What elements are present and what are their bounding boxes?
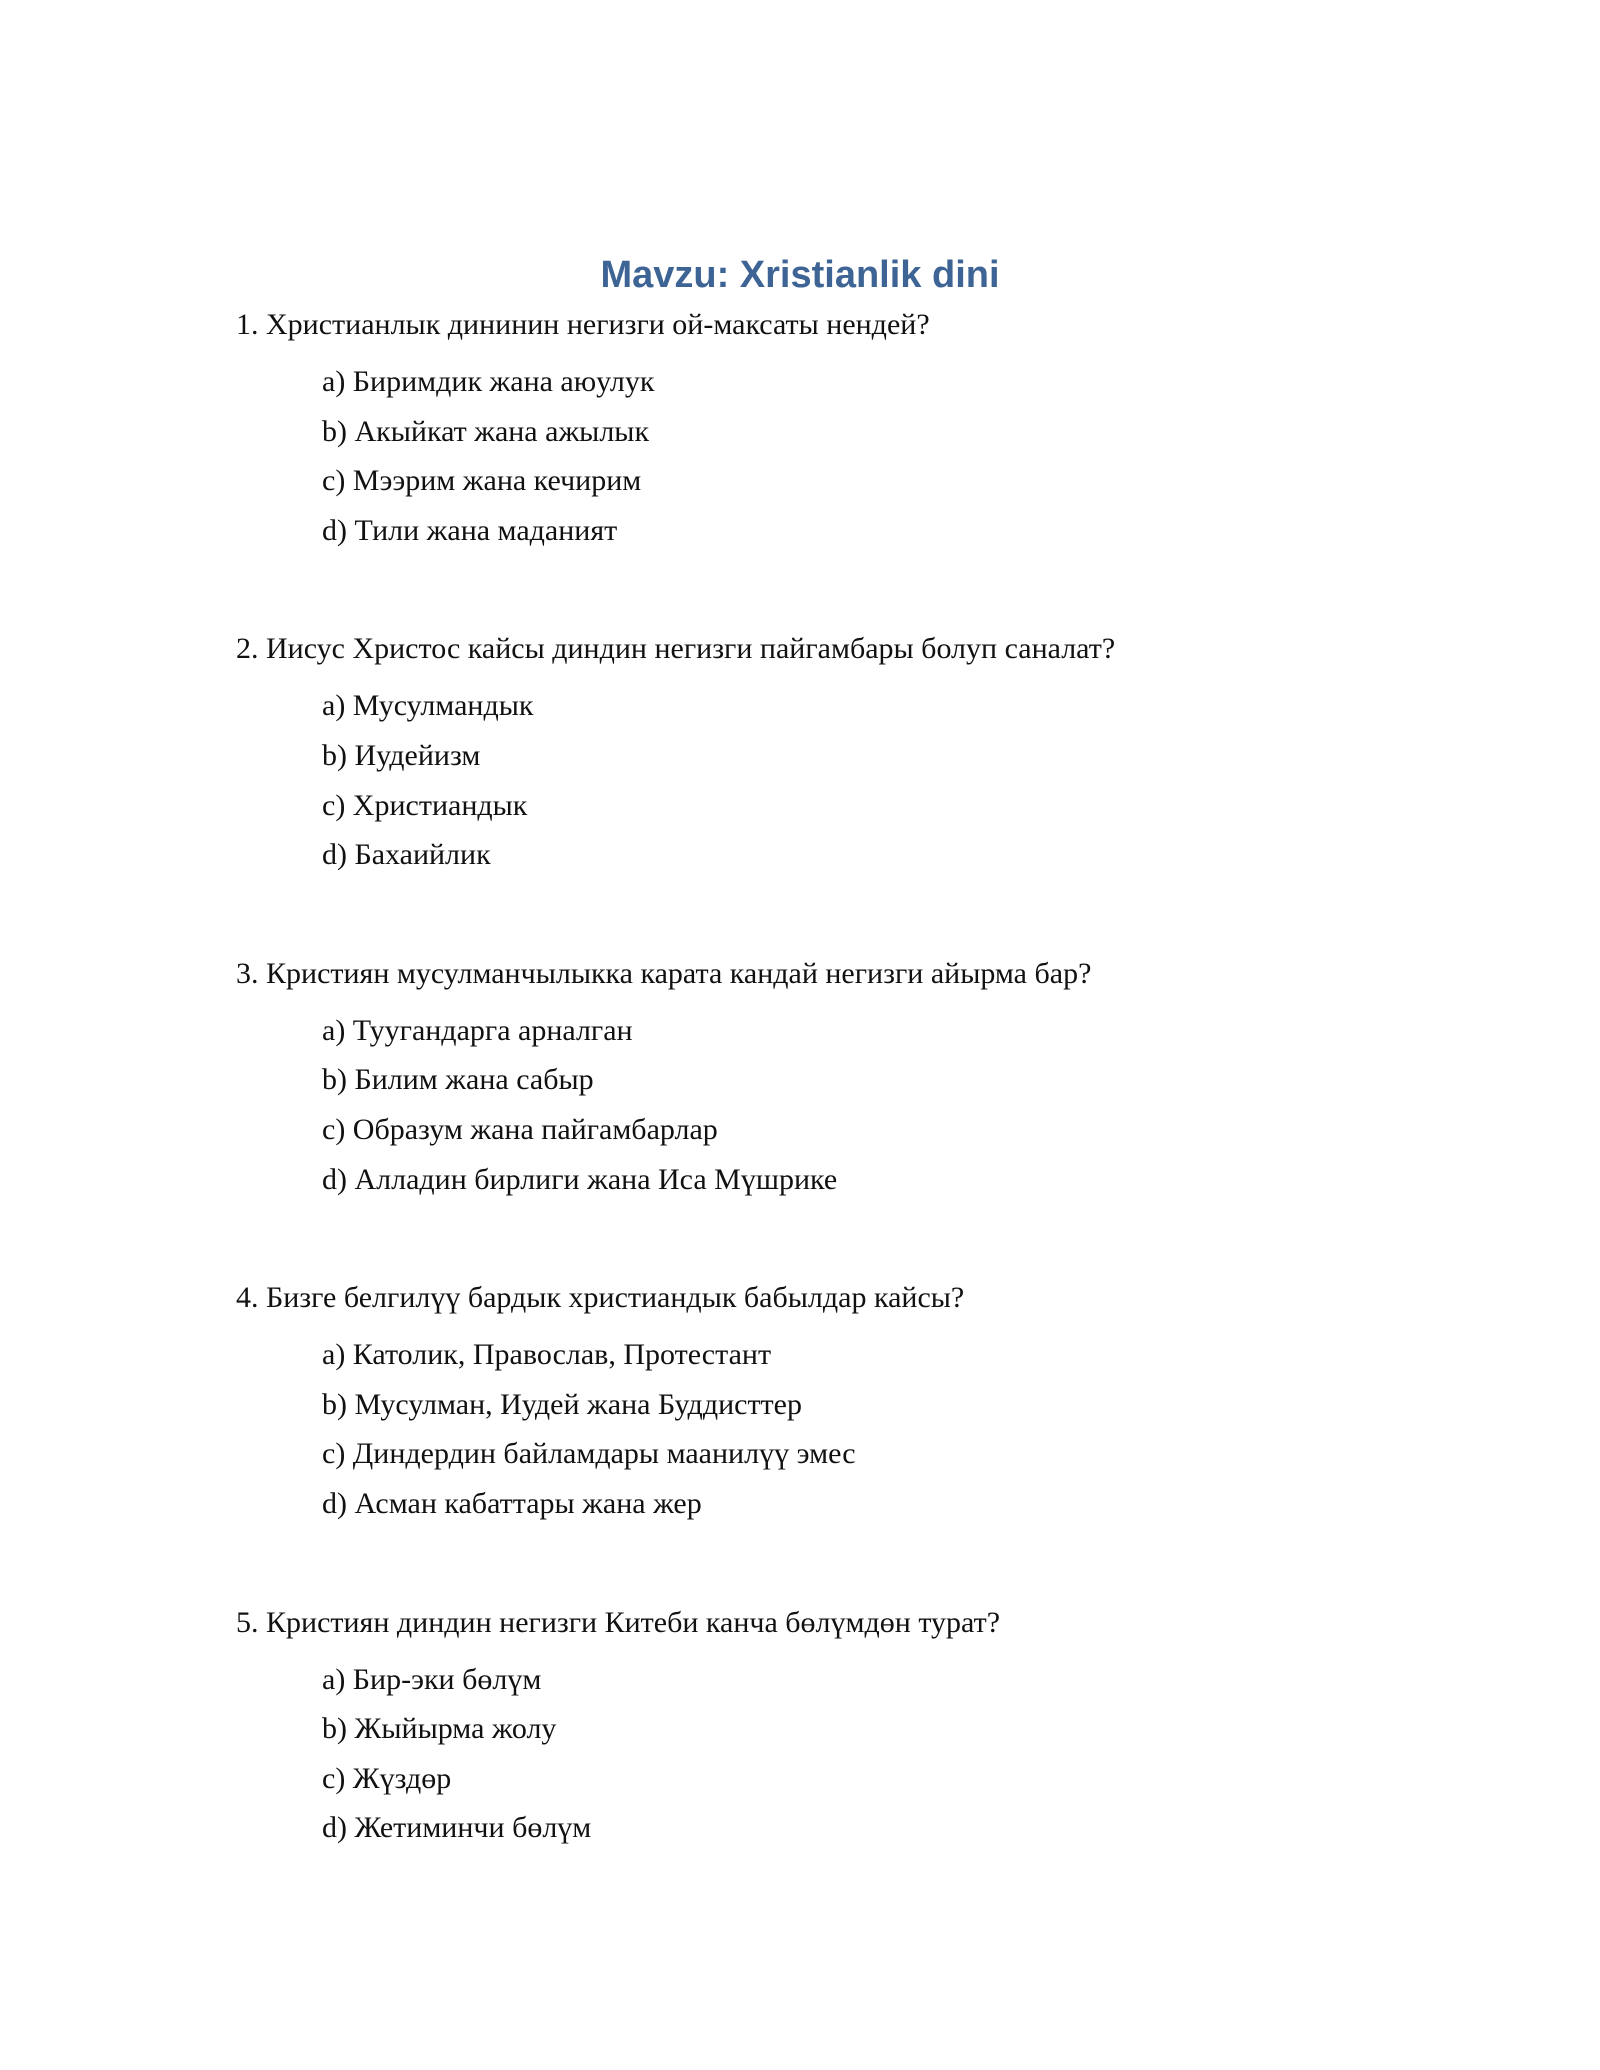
question-text: 4. Бизге белгилүү бардык христиандык бабылдар кайсы? <box>236 1281 965 1315</box>
option-c: c) Образум жана пайгамбарлар <box>322 1112 718 1146</box>
option-d: d) Алладин бирлиги жана Иса Мүшрике <box>322 1162 838 1196</box>
option-a: a) Католик, Православ, Протестант <box>322 1338 772 1372</box>
question-5 <box>236 1603 1436 1858</box>
option-c: c) Диндердин байламдары маанилүү эмес <box>322 1437 856 1471</box>
option-d: d) Жетиминчи бөлүм <box>322 1811 592 1845</box>
option-a: a) Мусулмандык <box>322 689 534 723</box>
option-b: b) Иудейизм <box>322 738 481 772</box>
answer-options <box>236 1335 1436 1533</box>
option-a: a) Бир-эки бөлүм <box>322 1662 542 1696</box>
question-text: 1. Христианлык дининин негизги ой-максаты нендей? <box>236 308 930 341</box>
option-c: c) Мээрим жана кечирим <box>322 464 642 498</box>
option-b: b) Билим жана сабыр <box>322 1063 594 1097</box>
question-text: 5. Кристиян диндин негизги Китеби канча бөлүмдөн турат? <box>236 1605 1001 1639</box>
question-2 <box>236 629 1436 884</box>
option-d: d) Асман кабаттары жана жер <box>322 1486 702 1520</box>
option-d: d) Тили жана маданият <box>322 513 618 547</box>
question-text: 2. Иисус Христос кайсы диндин негизги пайгамбары болуп саналат? <box>236 632 1116 666</box>
question-4 <box>236 1278 1436 1533</box>
option-b: b) Акыйкат жана ажылык <box>322 414 650 448</box>
question-1 <box>236 305 1436 560</box>
question-list <box>236 305 1436 1927</box>
option-b: b) Жыйырма жолу <box>322 1712 557 1746</box>
page-title: Mavzu: Xristianlik dini <box>600 254 1000 296</box>
option-a: a) Биримдик жана аюулук <box>322 365 655 398</box>
option-d: d) Бахаийлик <box>322 838 491 872</box>
option-c: c) Жүздөр <box>322 1761 452 1795</box>
option-b: b) Мусулман, Иудей жана Буддисттер <box>322 1387 802 1421</box>
option-c: c) Христиандык <box>322 788 528 822</box>
answer-options <box>236 686 1436 884</box>
option-a: a) Туугандарга арналган <box>322 1013 633 1047</box>
question-text: 3. Кристиян мусулманчылыкка карата кандай негизги айырма бар? <box>236 956 1092 990</box>
answer-options <box>236 1011 1436 1209</box>
answer-options <box>236 362 1436 560</box>
answer-options <box>236 1660 1436 1858</box>
question-3 <box>236 954 1436 1209</box>
